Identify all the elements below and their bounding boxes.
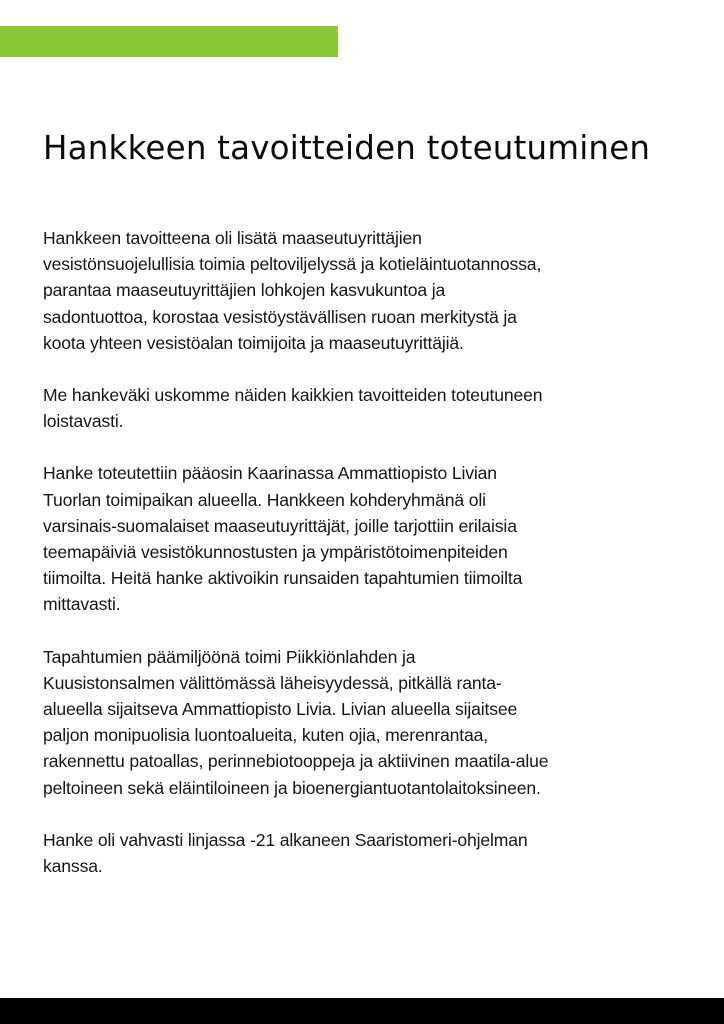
page-title: Hankkeen tavoitteiden toteutuminen xyxy=(43,129,651,167)
accent-bar xyxy=(0,26,338,57)
paragraph-implementation: Hanke toteutettiin pääosin Kaarinassa Ammattiopisto Livian Tuorlan toimipaikan alueella. Hankkeen kohderyhmänä oli varsinais-suomalaiset maaseutuyrittäjät, joille tarjottiin erilaisia teemapäiviä vesistökunnostusten ja ympäristötoimenpiteiden tiimoilta. Heitä hanke aktivoikin runsaiden tapahtumien tiimoilta mittavasti. xyxy=(43,463,523,615)
paragraph-belief: Me hankeväki uskomme näiden kaikkien tavoitteiden toteutuneen loistavasti. xyxy=(43,385,543,432)
body-text xyxy=(43,225,693,905)
paragraph-goals: Hankkeen tavoitteena oli lisätä maaseutuyrittäjien vesistönsuojelullisia toimia peltoviljelyssä ja kotieläintuotannossa, parantaa maaseutuyrittäjien lohkojen kasvukuntoa ja sadontuottoa, korostaa vesistöystävällisen ruoan merkitystä ja koota yhteen vesistöalan toimijoita ja maaseutuyrittäjiä. xyxy=(43,228,542,353)
paragraph-location: Tapahtumien päämiljöönä toimi Piikkiönlahden ja Kuusistonsalmen välittömässä läheisyydessä, pitkällä ranta- alueella sijaitseva Ammattiopisto Livia. Livian alueella sijaitsee paljon monipuolisia luontoalueita, kuten ojia, merenrantaa, rakennettu patoallas, perinnebiotooppeja ja aktiivinen maatila-alue peltoineen sekä eläintiloineen ja bioenergiantuotantolaitoksineen. xyxy=(43,646,549,798)
footer-bar xyxy=(0,998,724,1024)
paragraph-alignment: Hanke oli vahvasti linjassa -21 alkaneen Saaristomeri-ohjelman kanssa. xyxy=(43,829,528,877)
